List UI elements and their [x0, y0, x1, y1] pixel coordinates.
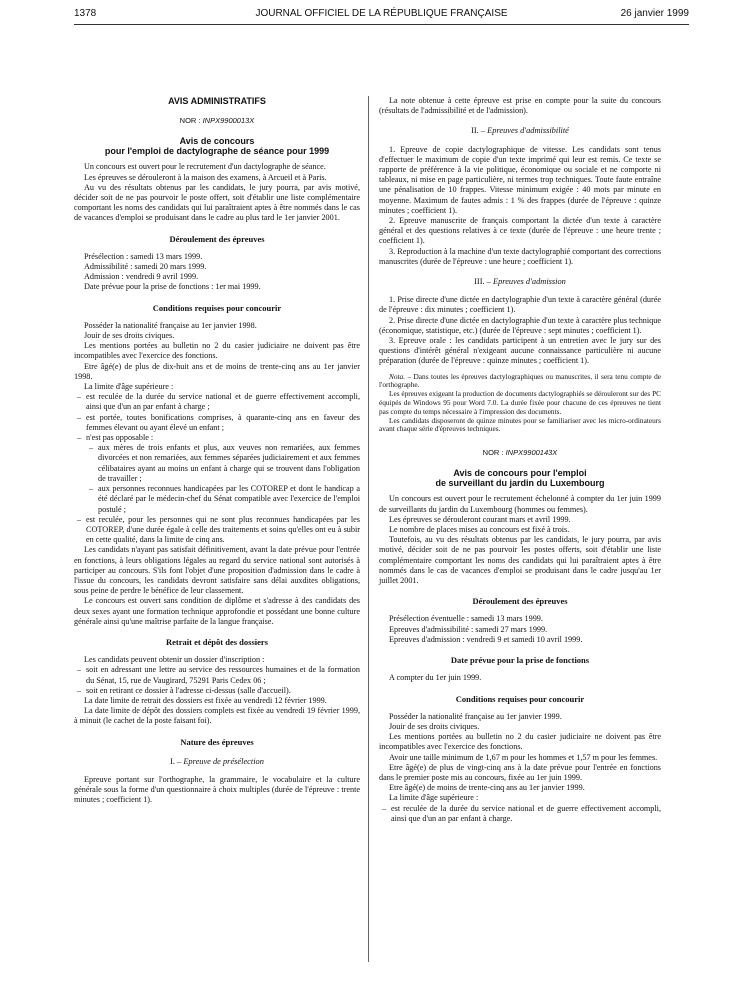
schedule-line: Epreuves d'admissibilité : samedi 27 mars 1999. — [389, 624, 548, 634]
journal-title: JOURNAL OFFICIEL DE LA RÉPUBLIQUE FRANÇAISE — [255, 8, 508, 19]
nota-paragraph — [379, 373, 661, 391]
paragraph: La limite d'âge supérieure : — [84, 382, 174, 392]
exam-part-name: Epreuves d'admission — [492, 277, 566, 287]
paragraph: Avoir une taille minimum de 1,67 m pour les hommes et 1,57 m pour les femmes. — [389, 752, 658, 762]
list-item: – est reculée de la durée du service national et de guerre effectivement accompli, ainsi que d'un an par enfant à charge. — [379, 804, 661, 824]
nota-text: – Dans toutes les épreuves dactylographiques ou manuscrites, il sera tenu compte de l'orthographe. — [379, 371, 661, 390]
paragraph: Les épreuves se dérouleront à la maison des examens, à Arcueil et à Paris. — [84, 172, 327, 182]
paragraph: Les épreuves se dérouleront courant mars et avril 1999. — [389, 514, 571, 524]
paragraph: Toutefois, au vu des résultats obtenus par les candidats, le jury pourra, par avis motivé, décider soit de ne pas pourvoir les postes offerts, soit d'établir une liste complémentaire comportant les noms des candidats qui lui paraîtraient aptes à être nommés dans le cas de vacances d'emploi se produisant dans le cadre jusqu'au 1er juillet 2001. — [379, 535, 661, 586]
paragraph: 1. Prise directe d'une dictée en dactylographie d'un texte à caractère général (durée de l'épreuve : dix minutes ; coefficient 1). — [379, 295, 661, 315]
paragraph: Jouir de ses droits civiques. — [389, 721, 480, 731]
paragraph: La date limite de dépôt des dossiers complets est fixée au vendredi 19 février 1999, à minuit (le cachet de la poste faisant foi). — [74, 706, 360, 726]
exam-part-number: III. – — [474, 277, 493, 287]
header-rule — [74, 24, 689, 25]
notice-title — [74, 136, 360, 156]
paragraph: La note obtenue à cette épreuve est prise en compte pour la suite du concours (résultats de l'admissibilité et de l'admission). — [379, 96, 661, 116]
list-item: – soit en adressant une lettre au service des ressources humaines et de la formation du Sénat, 15, rue de Vaugirard, 75291 Paris Cedex 06 ; — [74, 665, 360, 685]
exam-part-title — [379, 277, 661, 287]
subsection-title: Conditions requises pour concourir — [455, 693, 585, 704]
nor-label: NOR : — [482, 448, 506, 458]
exam-part-title — [379, 126, 661, 136]
list-item: – est reculée de la durée du service national et de guerre effectivement accompli, ainsi que d'un an par enfant à charge ; — [74, 392, 360, 412]
nor-code: INPX9900143X — [505, 448, 558, 458]
nota-label: Nota. — [389, 371, 406, 381]
issue-date: 26 janvier 1999 — [620, 8, 689, 19]
paragraph: Etre âgé(e) de moins de trente-cinq ans au 1er janvier 1999. — [389, 783, 585, 793]
exam-part-name: Epreuve de présélection — [183, 756, 264, 766]
exam-part-name: Epreuves d'admissibilité — [487, 126, 569, 136]
section-title: AVIS ADMINISTRATIFS — [168, 96, 266, 106]
exam-part-title — [74, 757, 360, 767]
schedule-line: Présélection : samedi 13 mars 1999. — [84, 251, 203, 261]
paragraph: 2. Prise directe d'une dictée en dactylographie d'un texte à caractère plus technique (économique, statistique, etc.) (durée de l'épreuve : sept minutes ; coefficient 1). — [379, 315, 661, 335]
list-item: – est portée, toutes bonifications comprises, à quarante-cinq ans en faveur des femmes élevant ou ayant élevé un enfant ; — [74, 413, 360, 433]
list-item: – soit en retirant ce dossier à l'adresse ci-dessus (salle d'accueil). — [74, 686, 360, 696]
sub-list-item: – aux mères de trois enfants et plus, aux veuves non remariées, aux femmes divorcées et non remariées, aux femmes séparées judiciairement et aux femmes célibataires ayant au moins un enfant à charge qui se trouvent dans l'obligation de travailler ; — [74, 443, 360, 484]
paragraph: 3. Reproduction à la machine d'un texte dactylographié comportant des corrections manuscrites (durée de l'épreuve : une heure ; coefficient 1). — [379, 246, 661, 266]
paragraph: 1. Epreuve de copie dactylographique de vitesse. Les candidats sont tenus d'effectuer le maximum de copie d'un texte imprimé qui leur est remis. Ce texte se rapporte de préférence à la vie politique, économique ou sociale et ne comporte ni tableaux, ni mise en page particulière, ni termes trop techniques. Toute faute entraîne une pénalisation de 10 frappes. Vitesse minimum exigée : 40 mots par minute en moyenne. Maximum de fautes admis : 1 % des frappes (durée de l'épreuve : quinze minutes ; coefficient 1). — [379, 144, 661, 215]
exam-part-number: II. – — [471, 126, 488, 136]
nor-reference — [74, 116, 360, 126]
subsection-title: Date prévue pour la prise de fonctions — [450, 655, 590, 666]
schedule-line: Présélection éventuelle : samedi 13 mars 1999. — [389, 614, 543, 624]
subsection-title: Nature des épreuves — [180, 736, 254, 747]
paragraph: Un concours est ouvert pour le recrutement échelonné à compter du 1er juin 1999 de surveillants du jardin du Luxembourg (hommes ou femmes). — [379, 494, 661, 514]
notice-title — [379, 468, 661, 488]
nor-reference — [379, 448, 661, 458]
paragraph: Etre âgé(e) de plus de dix-huit ans et de moins de trente-cinq ans au 1er janvier 1998. — [74, 361, 360, 381]
notice-title-line1: Avis de concours pour l'emploi — [453, 468, 587, 479]
list-item: – n'est pas opposable : — [74, 433, 360, 443]
schedule-line: Admission : vendredi 9 avril 1999. — [84, 272, 199, 282]
paragraph: Etre âgé(e) de plus de vingt-cinq ans à la date prévue pour l'entrée en fonctions dans le premier poste mis au concours, fixée au 1er juin 1999. — [379, 762, 661, 782]
left-column — [74, 96, 360, 806]
subsection-title: Conditions requises pour concourir — [152, 302, 282, 313]
paragraph: Epreuve portant sur l'orthographe, la grammaire, le vocabulaire et la culture générale sous la forme d'un questionnaire à choix multiples (durée de l'épreuve : trente minutes ; coefficient 1). — [74, 774, 360, 805]
paragraph: A compter du 1er juin 1999. — [389, 673, 482, 683]
paragraph: Les mentions portées au bulletin no 2 du casier judiciaire ne doivent pas être incompatibles avec l'exercice des fonctions. — [379, 732, 661, 752]
notice-title-line2: de surveillant du jardin du Luxembourg — [435, 478, 605, 489]
paragraph: 2. Epreuve manuscrite de français comportant la dictée d'un texte à caractère général et des questions relatives à ce texte (durée de l'épreuve : une heure trente ; coefficient 1). — [379, 216, 661, 246]
schedule-line: Admissibilité : samedi 20 mars 1999. — [84, 262, 207, 272]
subsection-title: Déroulement des épreuves — [169, 233, 265, 244]
page-number: 1378 — [74, 8, 97, 19]
page-header — [74, 8, 689, 22]
paragraph: Les candidats peuvent obtenir un dossier d'inscription : — [84, 655, 265, 665]
sub-list-item: – aux personnes reconnues handicapées par les COTOREP et dont le handicap a été déclaré par le médecin-chef du Sénat compatible avec l'exercice de l'emploi postulé ; — [74, 484, 360, 515]
paragraph: Posséder la nationalité française au 1er janvier 1998. — [84, 320, 257, 330]
schedule-line: Date prévue pour la prise de fonctions : 1er mai 1999. — [84, 282, 261, 292]
nor-code: INPX9900013X — [202, 116, 255, 126]
notice-title-line1: Avis de concours — [179, 136, 255, 147]
paragraph: Posséder la nationalité française au 1er janvier 1999. — [389, 711, 562, 721]
paragraph: La date limite de retrait des dossiers est fixée au vendredi 12 février 1999. — [84, 695, 327, 705]
notice-title-line2: pour l'emploi de dactylographe de séance pour 1999 — [104, 146, 330, 157]
paragraph: Au vu des résultats obtenus par les candidats, le jury pourra, par avis motivé, décider soit de ne pas pourvoir le poste offert, soit d'établir une liste complémentaire comportant les noms des candidats qui lui paraîtraient aptes à être nommés dans le cas de vacances d'emploi se produisant dans le cadre au plus tard le 1er janvier 2001. — [74, 182, 360, 223]
small-paragraph: Les épreuves exigeant la production de documents dactylographiés se dérouleront sur des PC équipés de Windows 95 pour Word 7.0. La durée fixée pour chacune de ces épreuves ne tient pas compte du temps nécessaire à l'impression des documents. — [379, 389, 661, 416]
exam-part-number: I. – — [170, 756, 184, 766]
nor-label: NOR : — [179, 116, 203, 126]
paragraph: Un concours est ouvert pour le recrutement d'un dactylographe de séance. — [84, 162, 326, 172]
small-paragraph: Les candidats disposeront de quinze minutes pour se familiariser avec les micro-ordinateurs avant chaque série d'épreuves techniques. — [379, 415, 661, 434]
subsection-title: Déroulement des épreuves — [472, 596, 568, 607]
right-column — [379, 96, 661, 824]
paragraph: Le nombre de places mises au concours est fixé à trois. — [389, 525, 570, 535]
paragraph: Le concours est ouvert sans condition de diplôme et s'adresse à des candidats des deux sexes ayant une formation technique approfondie et possédant une bonne culture générale ainsi qu'une maîtrise parfaite de la langue française. — [74, 596, 360, 626]
paragraph: La limite d'âge supérieure : — [389, 793, 479, 803]
paragraph: 3. Epreuve orale : les candidats participent à un entretien avec le jury sur des questions d'intérêt général n'exigeant aucune connaissance particulière ni aucune préparation (durée de l'épreuve : quinze minutes ; coefficient 1). — [379, 336, 661, 366]
paragraph: Jouir de ses droits civiques. — [84, 331, 175, 341]
paragraph: Les mentions portées au bulletin no 2 du casier judiciaire ne doivent pas être incompatibles avec l'exercice des fonctions. — [74, 341, 360, 361]
paragraph: Les candidats n'ayant pas satisfait définitivement, avant la date prévue pour l'entrée en fonctions, à leurs obligations légales au regard du service national sont autorisés à participer au concours. S'ils font l'objet d'une proposition d'admission dans le cadre à l'issue du concours, les candidats devront satisfaire sans délai auxdites obligations, sous peine de perdre le bénéfice de leur classement. — [74, 545, 360, 596]
subsection-title: Retrait et dépôt des dossiers — [166, 636, 268, 647]
list-item: – est reculée, pour les personnes qui ne sont plus reconnues handicapées par les COTOREP, d'une durée égale à celle des traitements et soins qu'elles ont eu à subir en cette qualité, dans la limite de cinq ans. — [74, 515, 360, 546]
schedule-line: Epreuves d'admission : vendredi 9 et samedi 10 avril 1999. — [389, 634, 583, 644]
column-divider — [368, 96, 369, 962]
